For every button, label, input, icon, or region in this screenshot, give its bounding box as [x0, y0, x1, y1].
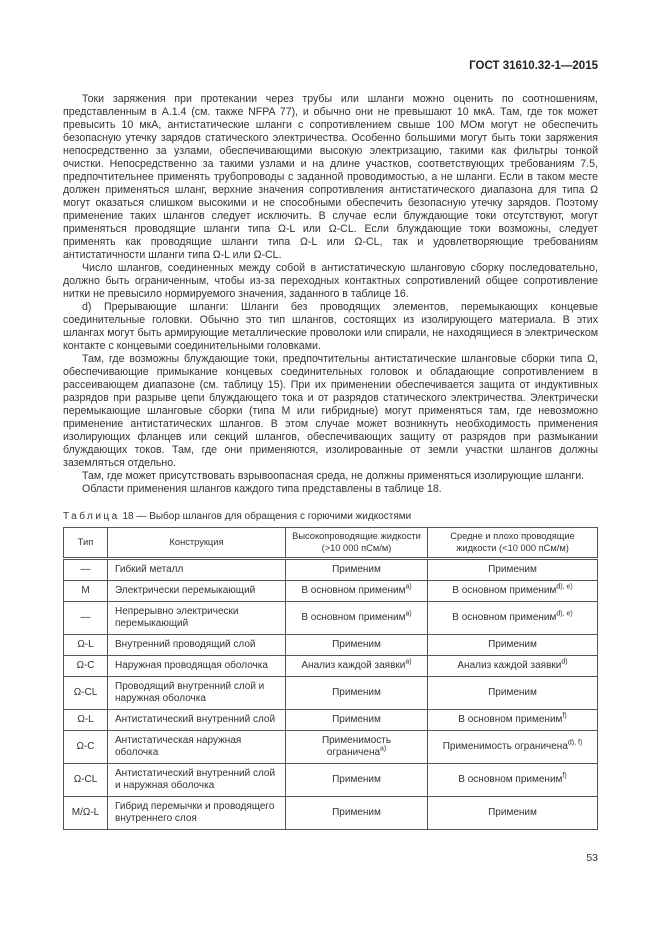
- cell-medium-low-conductivity: Анализ каждой заявки$^{d)}$: [428, 656, 598, 677]
- cell-high-conductivity: Применим: [286, 677, 428, 710]
- table-header-row: [64, 528, 598, 559]
- cell-construction: Гибрид перемычки и проводящего внутреннего слоя: [108, 797, 286, 830]
- cell-construction: Антистатическая наружная оболочка: [108, 731, 286, 764]
- column-header-high-conductivity: Высокопроводящие жидкости (>10 000 пСм/м): [286, 528, 428, 559]
- body-text: [63, 93, 598, 496]
- cell-high-conductivity: Применим: [286, 764, 428, 797]
- table-row: [64, 656, 598, 677]
- table-row: [64, 797, 598, 830]
- cell-high-conductivity: В основном применим$^{a)}$: [286, 581, 428, 602]
- table-caption-label: Таблица: [63, 511, 120, 522]
- paragraph-1: Токи заряжения при протекании через трубы или шланги можно оценить по соотношениям, представленным в А.1.4 (см. также NFPA 77), и обычно они не превышают 10 мкА. Там, где ток может превысить 10 мкА, антистатические шланги с сопротивлением свыше 100 МОм могут не обеспечить безопасную утечку зарядов статического электричества. Особенно большими могут быть токи заряжения непосредственно за узлами, обеспечивающими высокую электризацию, такими как фильтры тонкой очистки. Непосредственно за такими узлами и на длине участков, соответствующих требованиям 7.5, предпочтительнее применять трубопроводы с заданной проводимостью, а не шланги. Если в таком месте должен применяться шланг, верхние значения сопротивления антистатического диапазона для типа Ω могут оказаться слишком высокими и не способными обеспечить безопасную утечку зарядов. Поэтому применение таких шлангов следует исключить. В случае если блуждающие токи отсутствуют, могут применяться проводящие шланги типа Ω-L или Ω-CL. Если блуждающие токи возможны, следует применять как проводящие шланги типа Ω-L или Ω-CL, так и удовлетворяющие требованиям антистатичности шланги типа Ω-L или Ω-CL.: [63, 93, 598, 261]
- table-row: [64, 581, 598, 602]
- cell-construction: Непрерывно электрически перемыкающий: [108, 602, 286, 635]
- cell-construction: Гибкий металл: [108, 559, 286, 581]
- cell-medium-low-conductivity: Применим: [428, 677, 598, 710]
- cell-high-conductivity: Применимость ограничена$^{a)}$: [286, 731, 428, 764]
- cell-construction: Электрически перемыкающий: [108, 581, 286, 602]
- cell-construction: Антистатический внутренний слой и наружная оболочка: [108, 764, 286, 797]
- column-header-medium-low-conductivity: Средне и плохо проводящие жидкости (<10 000 пСм/м): [428, 528, 598, 559]
- paragraph-5: Там, где может присутствовать взрывоопасная среда, не должны применяться изолирующие шланги.: [82, 470, 585, 482]
- cell-type: Ω-CL: [64, 677, 108, 710]
- cell-medium-low-conductivity: Применим: [428, 635, 598, 656]
- cell-type: Ω-CL: [64, 764, 108, 797]
- table-caption: [63, 511, 598, 523]
- cell-high-conductivity: Применим: [286, 797, 428, 830]
- cell-medium-low-conductivity: Применим: [428, 797, 598, 830]
- cell-type: —: [64, 602, 108, 635]
- cell-construction: Антистатический внутренний слой: [108, 710, 286, 731]
- cell-type: Ω-L: [64, 635, 108, 656]
- doc-number: ГОСТ 31610.32-1—2015: [469, 60, 598, 72]
- table-row: [64, 731, 598, 764]
- cell-medium-low-conductivity: В основном применим$^{d), e)}$: [428, 581, 598, 602]
- table-row: [64, 710, 598, 731]
- table-caption-title: Выбор шлангов для обращения с горючими жидкостями: [149, 511, 412, 522]
- paragraph-6: Области применения шлангов каждого типа представлены в таблице 18.: [82, 483, 442, 495]
- cell-type: М/Ω-L: [64, 797, 108, 830]
- cell-medium-low-conductivity: В основном применим$^{f)}$: [428, 764, 598, 797]
- cell-high-conductivity: Анализ каждой заявки$^{a)}$: [286, 656, 428, 677]
- paragraph-4: Там, где возможны блуждающие токи, предпочтительны антистатические шланговые сборки типа Ω, обеспечивающие примыкание концевых соединительных головок и обладающие сопротивлением в рассеивающем диапазоне (см. таблицу 15). При их применении обеспечивается защита от индуктивных разрядов при разрыве цепи блуждающего тока и от разрядов статического электричества. Электрически перемыкающие шланговые сборки (типа М или гибридные) могут применяться там, где невозможно применение антистатических шлангов. В этом случае может возникнуть необходимость применения изолирующих фланцев или секций шлангов, обеспечивающих защиту от разрядов при размыкании блуждающих токов. Там, где они применяются, изолированные от земли участки шлангов должны заземляться отдельно.: [63, 353, 598, 469]
- cell-type: М: [64, 581, 108, 602]
- cell-high-conductivity: В основном применим$^{a)}$: [286, 602, 428, 635]
- hose-selection-table: [63, 527, 598, 830]
- paragraph-2: Число шлангов, соединенных между собой в антистатическую шланговую сборку последовательно, должно быть ограниченным, чтобы из-за переходных контактных сопротивлений общее сопротивление нитки не превысило нормируемого значения, заданного в таблице 16.: [63, 262, 598, 300]
- column-header-type: Тип: [64, 528, 108, 559]
- column-header-construction: Конструкция: [108, 528, 286, 559]
- cell-medium-low-conductivity: Применимость ограничена$^{d), f)}$: [428, 731, 598, 764]
- table-row: [64, 559, 598, 581]
- cell-type: Ω-C: [64, 656, 108, 677]
- cell-type: Ω-L: [64, 710, 108, 731]
- cell-construction: Наружная проводящая оболочка: [108, 656, 286, 677]
- paragraph-3: d) Прерывающие шланги: Шланги без проводящих элементов, перемыкающих концевые соединительные головки. Обычно это тип шлангов, состоящих из изолирующего материала. В этих шлангах могут быть армирующие металлические проволоки или спирали, не находящиеся в электрическом контакте с концевыми соединительными головками.: [63, 301, 598, 352]
- table-row: [64, 602, 598, 635]
- table-caption-dash: —: [136, 511, 147, 522]
- cell-medium-low-conductivity: В основном применим$^{d), e)}$: [428, 602, 598, 635]
- cell-medium-low-conductivity: В основном применим$^{f)}$: [428, 710, 598, 731]
- cell-medium-low-conductivity: Применим: [428, 559, 598, 581]
- cell-high-conductivity: Применим: [286, 710, 428, 731]
- cell-construction: Внутренний проводящий слой: [108, 635, 286, 656]
- cell-construction: Проводящий внутренний слой и наружная оболочка: [108, 677, 286, 710]
- page-number: 53: [586, 852, 598, 864]
- table-caption-number: 18: [122, 511, 134, 522]
- cell-type: Ω-C: [64, 731, 108, 764]
- cell-type: —: [64, 559, 108, 581]
- table-row: [64, 635, 598, 656]
- cell-high-conductivity: Применим: [286, 559, 428, 581]
- table-row: [64, 677, 598, 710]
- cell-high-conductivity: Применим: [286, 635, 428, 656]
- table-row: [64, 764, 598, 797]
